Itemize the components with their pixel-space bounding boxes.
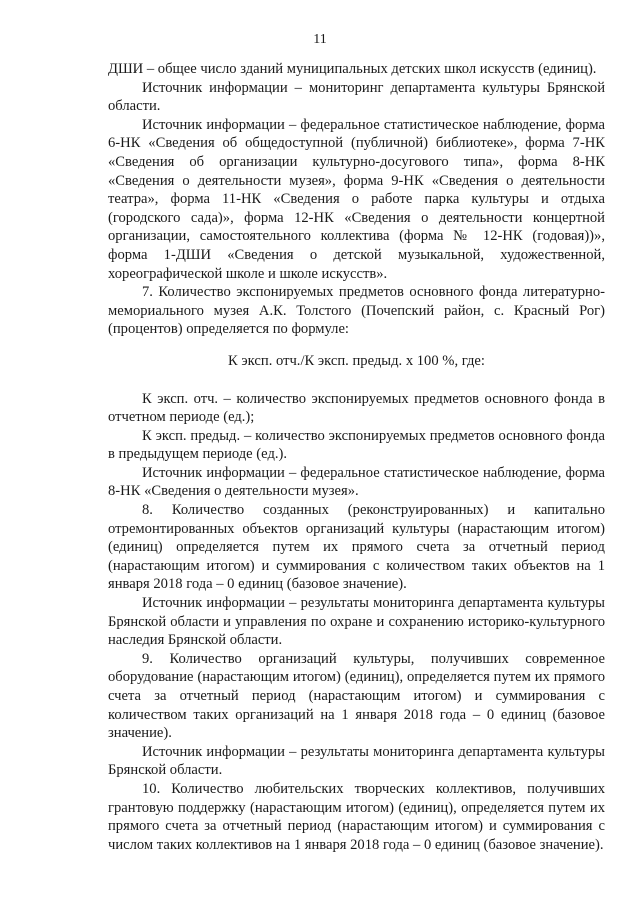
- document-body: [108, 60, 605, 854]
- paragraph-item-9: 9. Количество организаций культуры, получивших современное оборудование (нарастающим итогом) (единиц), определяется путем их прямого счета за отчетный период (нарастающим итогом) и суммирования с количеством таких организаций на 1 января 2018 года – 0 единиц (базовое значение).: [108, 650, 605, 742]
- formula: К эксп. отч./К эксп. предыд. х 100 %, где:: [228, 352, 485, 369]
- paragraph-source-monitoring-culture: Источник информации – результаты мониторинга департамента культуры Брянской области.: [108, 743, 605, 779]
- paragraph-item-7: 7. Количество экспонируемых предметов основного фонда литературно-мемориального музея А.К. Толстого (Почепский район, с. Красный Рог) (процентов) определяется по формуле:: [108, 284, 605, 338]
- paragraph-item-10: 10. Количество любительских творческих коллективов, получивших грантовую поддержку (нарастающим итогом) (единиц), определяется путем их прямого счета за отчетный период (нарастающим итогом) и суммирования с числом таких коллективов на 1 января 2018 года – 0 единиц (базовое значение).: [108, 780, 605, 853]
- page-number: 11: [313, 32, 327, 47]
- paragraph-source-statistics-forms: Источник информации – федеральное статистическое наблюдение, форма 6-НК «Сведения об общедоступной (публичной) библиотеке», форма 7-НК «Сведения об организации культурно-досугового типа», форма 8-НК «Сведения о деятельности музея», форма 9-НК «Сведения о деятельности театра», форма 11-НК «Сведения о работе парка культуры и отдыха (городского сада)», форма 12-НК «Сведения о деятельности концертной организации, самостоятельного коллектива (форма № 12-НК (годовая))», форма 1-ДШИ «Сведения о детской музыкальной, художественной, хореографической школе и школе искусств».: [108, 116, 605, 282]
- paragraph-definition-k-exp-otch: К эксп. отч. – количество экспонируемых предметов основного фонда в отчетном периоде (ед.);: [108, 390, 605, 426]
- paragraph-source-monitoring-heritage: Источник информации – результаты мониторинга департамента культуры Брянской области и управления по охране и сохранению историко-культурного наследия Брянской области.: [108, 595, 605, 649]
- paragraph-source-monitoring: Источник информации – мониторинг департамента культуры Брянской области.: [108, 79, 605, 115]
- paragraph-dshi-definition: ДШИ – общее число зданий муниципальных детских школ искусств (единиц).: [108, 61, 597, 77]
- paragraph-source-form-8nk: Источник информации – федеральное статистическое наблюдение, форма 8-НК «Сведения о деятельности музея».: [108, 464, 605, 500]
- paragraph-definition-k-exp-predyd: К эксп. предыд. – количество экспонируемых предметов основного фонда в предыдущем периоде (ед.).: [108, 427, 605, 463]
- paragraph-item-8: 8. Количество созданных (реконструированных) и капитально отремонтированных объектов организаций культуры (нарастающим итогом) (единиц) определяется путем их прямого счета за отчетный период (нарастающим итогом) и суммирования с количеством таких объектов на 1 января 2018 года – 0 единиц (базовое значение).: [108, 502, 605, 593]
